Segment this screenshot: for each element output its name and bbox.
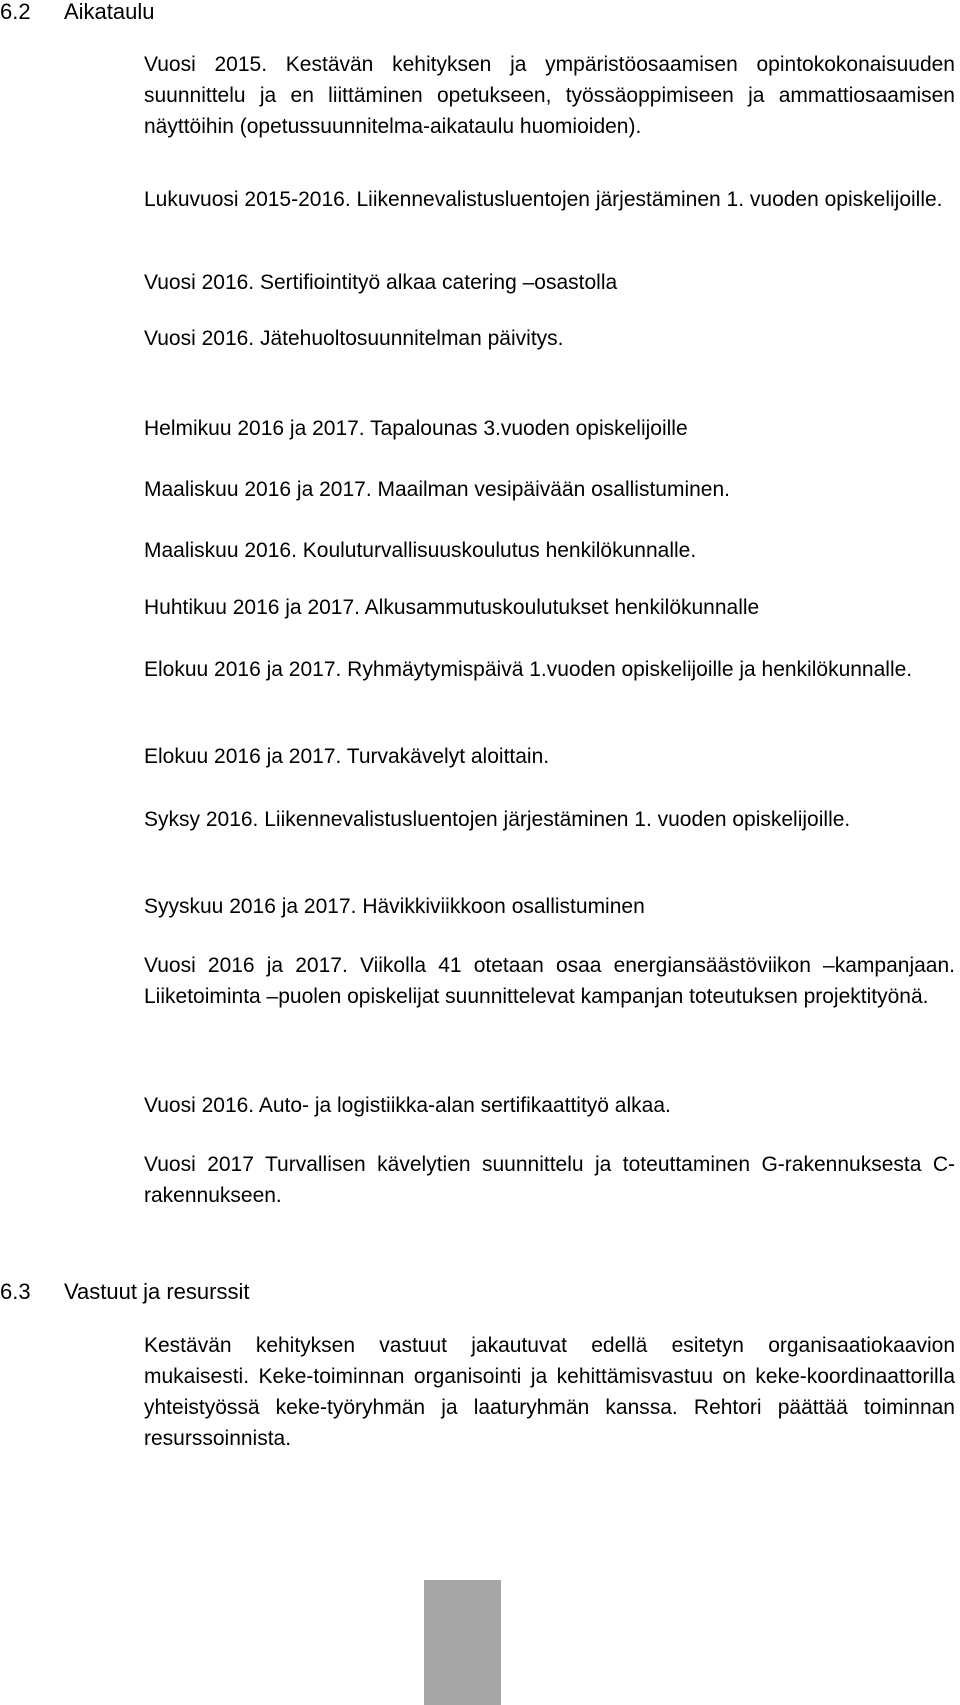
section-number: 6.2 xyxy=(0,0,31,24)
section-title: Vastuut ja resurssit xyxy=(64,1279,250,1304)
schedule-item: Maaliskuu 2016 ja 2017. Maailman vesipäivään osallistuminen. xyxy=(144,478,731,501)
section-heading-6-2 xyxy=(0,0,155,27)
schedule-item: Maaliskuu 2016. Kouluturvallisuuskoulutus henkilökunnalle. xyxy=(144,539,697,562)
schedule-item: Helmikuu 2016 ja 2017. Tapalounas 3.vuoden opiskelijoille xyxy=(144,417,688,440)
section-heading-6-3 xyxy=(0,1277,249,1307)
section-title: Aikataulu xyxy=(64,0,155,24)
schedule-item: Huhtikuu 2016 ja 2017. Alkusammutuskoulutukset henkilökunnalle xyxy=(144,596,760,619)
section-number: 6.3 xyxy=(0,1279,31,1304)
page-number-box xyxy=(424,1580,501,1705)
section-body: Kestävän kehityksen vastuut jakautuvat edellä esitetyn organisaatiokaavion mukaisesti. Keke-toiminnan organisointi ja kehittämisvastuu on keke-koordinaattorilla yhteistyössä keke-työryhmän ja laaturyhmän kanssa. Rehtori päättää toiminnan resurssoinnista. xyxy=(144,1334,955,1450)
schedule-item: Vuosi 2016. Sertifiointityö alkaa catering –osastolla xyxy=(144,271,618,294)
schedule-item: Elokuu 2016 ja 2017. Ryhmäytymispäivä 1.vuoden opiskelijoille ja henkilökunnalle. xyxy=(144,658,913,681)
schedule-item: Syyskuu 2016 ja 2017. Hävikkiviikkoon osallistuminen xyxy=(144,895,645,918)
schedule-item: Vuosi 2016. Jätehuoltosuunnitelman päivitys. xyxy=(144,327,564,350)
schedule-item: Elokuu 2016 ja 2017. Turvakävelyt aloittain. xyxy=(144,745,550,768)
schedule-item: Vuosi 2017 Turvallisen kävelytien suunnittelu ja toteuttaminen G-rakennuksesta C-rakennukseen. xyxy=(144,1153,955,1207)
schedule-item: Vuosi 2016. Auto- ja logistiikka-alan sertifikaattityö alkaa. xyxy=(144,1094,671,1117)
schedule-item: Syksy 2016. Liikennevalistusluentojen järjestäminen 1. vuoden opiskelijoille. xyxy=(144,808,851,831)
schedule-item: Lukuvuosi 2015-2016. Liikennevalistusluentojen järjestäminen 1. vuoden opiskelijoille. xyxy=(144,188,943,211)
schedule-item: Vuosi 2015. Kestävän kehityksen ja ympäristöosaamisen opintokokonaisuuden suunnittelu ja en liittäminen opetukseen, työssäoppimiseen ja ammattiosaamisen näyttöihin (opetussuunnitelma-aikataulu huomioiden). xyxy=(144,53,955,138)
schedule-item: Vuosi 2016 ja 2017. Viikolla 41 otetaan osaa energiansäästöviikon –kampanjaan. Liiketoiminta –puolen opiskelijat suunnittelevat kampanjan toteutuksen projektityönä. xyxy=(144,954,955,1008)
